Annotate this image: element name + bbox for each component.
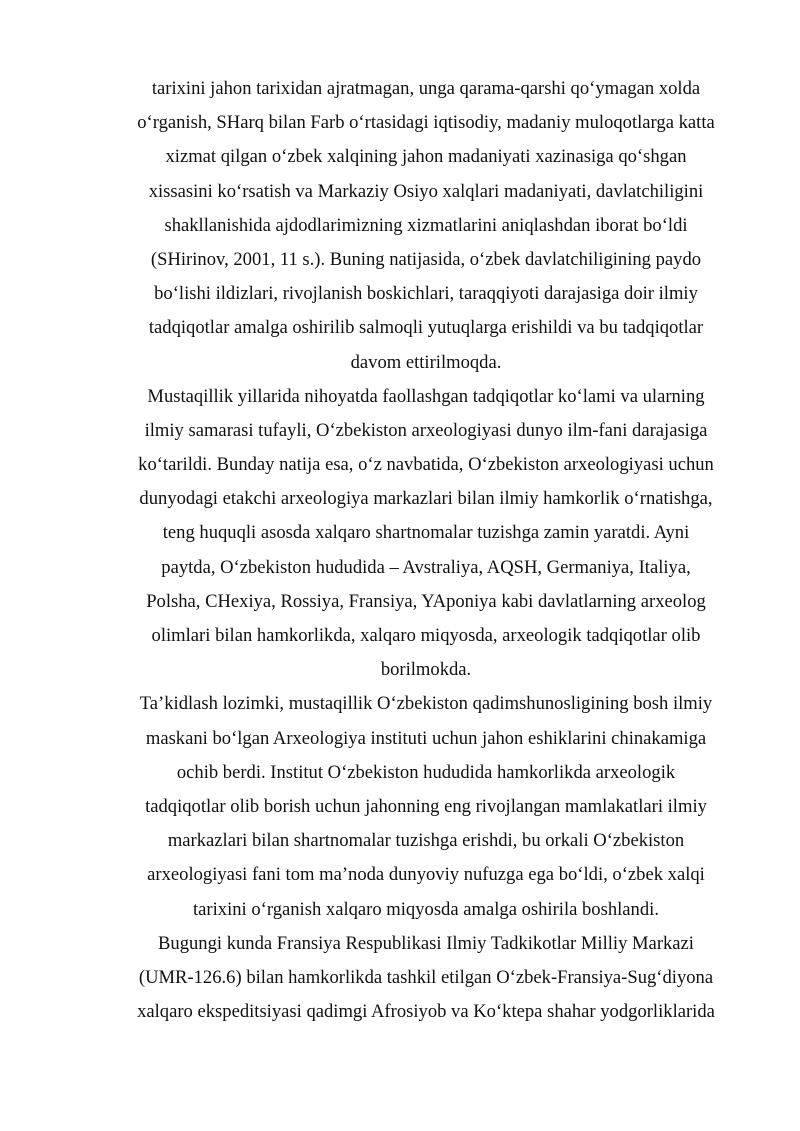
paragraph-4 xyxy=(108,927,744,1030)
text-line: xissasini ko‘rsatish va Markaziy Osiyo xalqlari madaniyati, davlatchiligini xyxy=(148,180,704,202)
text-line: shakllanishida ajdodlarimizning xizmatlarini aniqlashdan iborat bo‘ldi xyxy=(164,214,688,236)
text-line: maskani bo‘lgan Arxeologiya instituti uchun jahon eshiklarini chinakamiga xyxy=(145,727,707,749)
text-line: Bugungi kunda Fransiya Respublikasi Ilmiy Tadkikotlar Milliy Markazi xyxy=(158,932,694,954)
text-line: ko‘tarildi. Bunday natija esa, o‘z navbatida, O‘zbekiston arxeologiyasi uchun xyxy=(138,454,714,476)
text-line: Ta’kidlash lozimki, mustaqillik O‘zbekiston qadimshunosligining bosh ilmiy xyxy=(139,693,713,715)
text-line: bo‘lishi ildizlari, rivojlanish boskichlari, taraqqiyoti darajasiga doir ilmiy xyxy=(154,283,698,305)
paragraph-1 xyxy=(108,72,744,380)
text-line: markazlari bilan shartnomalar tuzishga erishdi, bu orkali O‘zbekiston xyxy=(167,830,685,852)
text-line: teng huquqli asosda xalqaro shartnomalar tuzishga zamin yaratdi. Ayni xyxy=(162,522,690,544)
text-line: davom ettirilmoqda. xyxy=(350,351,502,373)
body-text xyxy=(108,72,744,1029)
text-line: ilmiy samarasi tufayli, O‘zbekiston arxeologiyasi dunyo ilm-fani darajasiga xyxy=(144,419,708,441)
text-line: ochib berdi. Institut O‘zbekiston hududida hamkorlikda arxeologik xyxy=(176,761,676,783)
text-line: Polsha, CHexiya, Rossiya, Fransiya, YAponiya kabi davlatlarning arxeolog xyxy=(146,590,706,612)
text-line: arxeologiyasi fani tom ma’noda dunyoviy nufuzga ega bo‘ldi, o‘zbek xalqi xyxy=(147,864,705,886)
text-line: olimlari bilan hamkorlikda, xalqaro miqyosda, arxeologik tadqiqotlar olib xyxy=(151,625,701,646)
text-line: tadqiqotlar amalga oshirilib salmoqli yutuqlarga erishildi va bu tadqiqotlar xyxy=(148,317,704,339)
text-line: xizmat qilgan o‘zbek xalqining jahon madaniyati xazinasiga qo‘shgan xyxy=(165,146,687,168)
text-line: tadqiqotlar olib borish uchun jahonning eng rivojlangan mamlakatlari ilmiy xyxy=(145,795,707,817)
text-line: xalqaro ekspeditsiyasi qadimgi Afrosiyob va Ko‘ktepa shahar yodgorliklarida xyxy=(137,1001,715,1023)
text-line: (UMR-126.6) bilan hamkorlikda tashkil etilgan O‘zbek-Fransiya-Sug‘diyona xyxy=(138,966,714,988)
paragraph-2 xyxy=(108,380,744,688)
text-line: tarixini jahon tarixidan ajratmagan, unga qarama-qarshi qo‘ymagan xolda xyxy=(151,78,701,99)
text-line: paytda, O‘zbekiston hududida – Avstraliya, AQSH, Germaniya, Italiya, xyxy=(161,556,691,578)
text-line: Mustaqillik yillarida nihoyatda faollashgan tadqiqotlar ko‘lami va ularning xyxy=(147,385,705,407)
text-line: (SHirinov, 2001, 11 s.). Buning natijasida, o‘zbek davlatchiligining paydo xyxy=(150,248,702,270)
paragraph-3 xyxy=(108,687,744,926)
text-line: borilmokda. xyxy=(380,659,472,681)
text-line: tarixini o‘rganish xalqaro miqyosda amalga oshirila boshlandi. xyxy=(193,898,659,920)
text-line: o‘rganish, SHarq bilan Farb o‘rtasidagi iqtisodiy, madaniy muloqotlarga katta xyxy=(137,112,715,134)
text-line: dunyodagi etakchi arxeologiya markazlari bilan ilmiy hamkorlik o‘rnatishga, xyxy=(139,488,713,510)
